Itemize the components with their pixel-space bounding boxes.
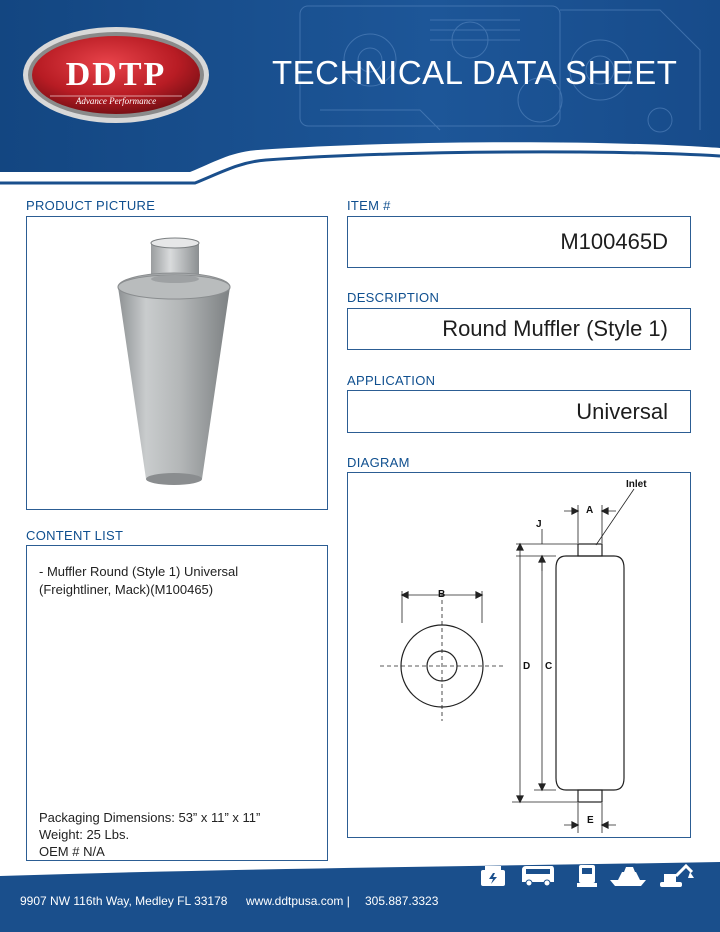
brand-logo (22, 26, 210, 124)
product-picture-box (26, 216, 328, 510)
truck-icon (572, 862, 602, 890)
item-box (347, 216, 691, 268)
dim-a-label: A (586, 505, 594, 516)
description-value: Round Muffler (Style 1) (442, 316, 668, 341)
footer-address: 9907 NW 116th Way, Medley FL 33178 (20, 894, 228, 908)
packaging-dimensions: Packaging Dimensions: 53” x 11” x 11” (39, 810, 261, 825)
description-box (347, 308, 691, 350)
product-picture-label: PRODUCT PICTURE (26, 198, 156, 213)
content-item-line-1: - Muffler Round (Style 1) Universal (39, 564, 239, 579)
inlet-label: Inlet (626, 479, 647, 490)
logo-wordmark: DDTP (65, 56, 167, 93)
dim-b-label: B (438, 589, 446, 600)
footer (0, 862, 720, 932)
dim-j-label: J (536, 519, 542, 530)
footer-phone: 305.887.3323 (365, 894, 439, 908)
excavator-icon (656, 862, 696, 890)
application-value: Universal (576, 398, 668, 424)
description-label: DESCRIPTION (347, 290, 440, 305)
oem-number: OEM # N/A (39, 844, 105, 859)
muffler-photo (27, 217, 327, 509)
application-label: APPLICATION (347, 373, 436, 388)
dim-c-label: C (545, 661, 553, 672)
application-box (347, 390, 691, 433)
generator-icon (478, 862, 508, 890)
muffler-diagram (348, 473, 690, 837)
boat-icon (608, 862, 648, 890)
inlet-pipe (578, 544, 602, 556)
diagram-box (347, 472, 691, 838)
item-label: ITEM # (347, 198, 391, 213)
dim-d-label: D (523, 661, 531, 672)
item-number: M100465D (560, 229, 668, 254)
dim-e-label: E (587, 815, 594, 826)
footer-website[interactable]: www.ddtpusa.com | (246, 894, 350, 908)
header (0, 0, 720, 190)
content-list-label: CONTENT LIST (26, 528, 124, 543)
weight: Weight: 25 Lbs. (39, 827, 130, 842)
muffler-body-outline (556, 556, 624, 790)
content-item-line-2: (Freightliner, Mack)(M100465) (39, 582, 214, 597)
outlet-pipe (578, 790, 602, 802)
document-title: TECHNICAL DATA SHEET (272, 54, 678, 91)
content-list-box (26, 545, 328, 861)
logo-tagline: Advance Performance (75, 96, 157, 106)
diagram-label: DIAGRAM (347, 455, 410, 470)
bus-icon (520, 862, 556, 890)
